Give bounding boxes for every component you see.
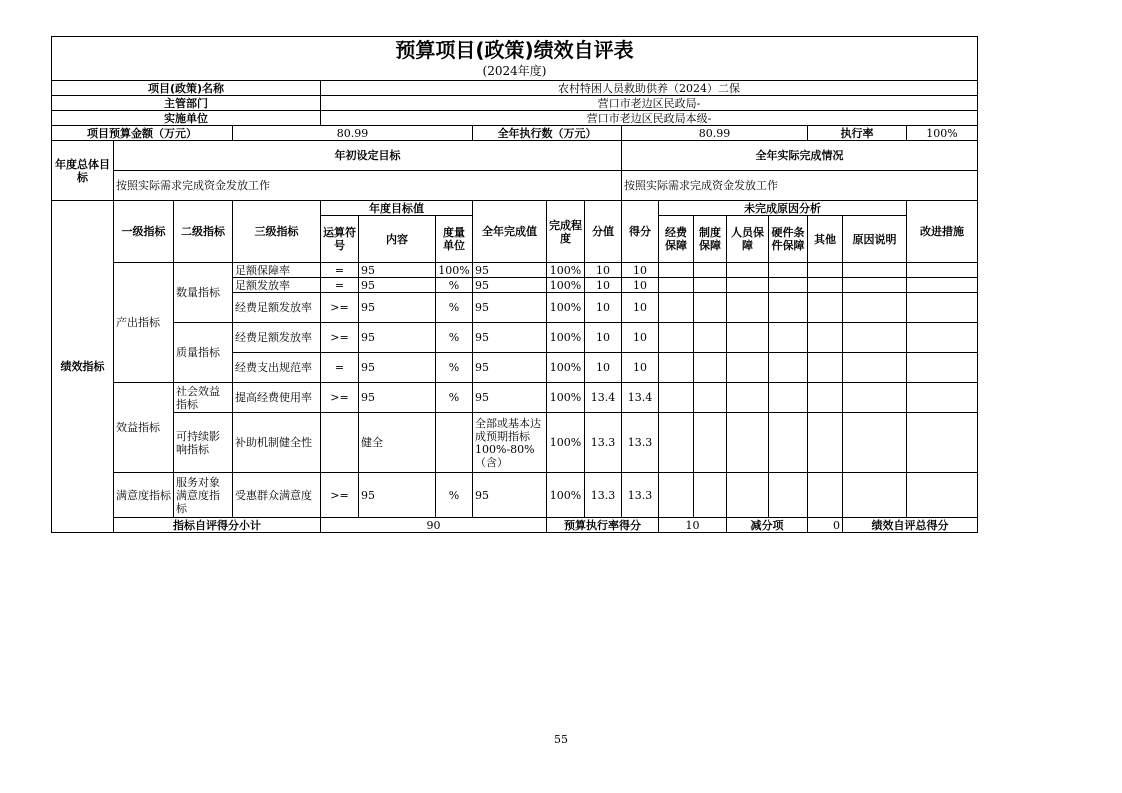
deduct-label: 减分项 [727, 518, 808, 533]
score-header: 得分 [622, 201, 659, 263]
funding-header: 经费保障 [659, 216, 694, 263]
actual-cell: 95 [473, 278, 547, 293]
self-evaluation-table [51, 36, 978, 533]
operator-cell [321, 413, 359, 473]
exec-score-value: 10 [659, 518, 727, 533]
executed-label: 全年执行数（万元） [473, 126, 622, 141]
completion-cell: 100% [547, 323, 585, 353]
indicator-name: 经费足额发放率 [233, 323, 321, 353]
operator-cell: >= [321, 473, 359, 518]
budget-value: 80.99 [233, 126, 473, 141]
indicator-name: 经费支出规范率 [233, 353, 321, 383]
score-cell: 13.3 [622, 413, 659, 473]
perf-indicator-label: 绩效指标 [52, 201, 114, 533]
unit-cell [436, 413, 473, 473]
rate-label: 执行率 [808, 126, 907, 141]
content-cell: 95 [359, 293, 436, 323]
group-quality: 质量指标 [174, 323, 233, 383]
score-cell: 10 [622, 263, 659, 278]
full-year-value-header: 全年完成值 [473, 201, 547, 263]
unit-label: 实施单位 [52, 111, 321, 126]
level3-header: 三级指标 [233, 201, 321, 263]
unit-cell: 100% [436, 263, 473, 278]
indicator-name: 经费足额发放率 [233, 293, 321, 323]
actual-goal-text: 按照实际需求完成资金发放工作 [622, 171, 978, 201]
completion-cell: 100% [547, 383, 585, 413]
indicator-name: 足额发放率 [233, 278, 321, 293]
dept-label: 主管部门 [52, 96, 321, 111]
actual-cell: 95 [473, 353, 547, 383]
subtotal-label: 指标自评得分小计 [114, 518, 321, 533]
completion-cell: 100% [547, 263, 585, 278]
content-cell: 95 [359, 263, 436, 278]
unit-cell: % [436, 353, 473, 383]
group-output: 产出指标 [114, 263, 174, 383]
completion-cell: 100% [547, 293, 585, 323]
group-satisfaction: 满意度指标 [114, 473, 174, 518]
value-cell: 10 [585, 278, 622, 293]
score-cell: 10 [622, 293, 659, 323]
value-cell: 13.4 [585, 383, 622, 413]
unit-header: 度量单位 [436, 216, 473, 263]
actual-cell: 95 [473, 323, 547, 353]
actual-cell: 95 [473, 473, 547, 518]
value-cell: 10 [585, 263, 622, 278]
completion-cell: 100% [547, 278, 585, 293]
indicator-name: 受惠群众满意度 [233, 473, 321, 518]
rate-value: 100% [907, 126, 978, 141]
system-header: 制度保障 [694, 216, 727, 263]
score-cell: 13.4 [622, 383, 659, 413]
form-year: (2024年度) [52, 64, 978, 81]
unit-value: 营口市老边区民政局本级- [321, 111, 978, 126]
actual-cell: 95 [473, 293, 547, 323]
unit-cell: % [436, 293, 473, 323]
total-score-label: 绩效自评总得分 [843, 518, 978, 533]
initial-goal-text: 按照实际需求完成资金发放工作 [114, 171, 622, 201]
score-cell: 10 [622, 353, 659, 383]
score-value-header: 分值 [585, 201, 622, 263]
content-cell: 95 [359, 353, 436, 383]
budget-label: 项目预算金额（万元） [52, 126, 233, 141]
value-cell: 10 [585, 293, 622, 323]
completion-header: 完成程度 [547, 201, 585, 263]
operator-cell: >= [321, 323, 359, 353]
operator-cell: >= [321, 293, 359, 323]
content-header: 内容 [359, 216, 436, 263]
annual-target-header: 年度目标值 [321, 201, 473, 216]
indicator-name: 足额保障率 [233, 263, 321, 278]
incomplete-analysis-header: 未完成原因分析 [659, 201, 907, 216]
project-name-label: 项目(政策)名称 [52, 81, 321, 96]
improvement-header: 改进措施 [907, 201, 978, 263]
initial-goal-header: 年初设定目标 [114, 141, 622, 171]
score-cell: 13.3 [622, 473, 659, 518]
value-cell: 13.3 [585, 413, 622, 473]
group-service-satisfaction: 服务对象满意度指标 [174, 473, 233, 518]
executed-value: 80.99 [622, 126, 808, 141]
unit-cell: % [436, 323, 473, 353]
dept-value: 营口市老边区民政局- [321, 96, 978, 111]
group-social: 社会效益指标 [174, 383, 233, 413]
project-name-value: 农村特困人员救助供养（2024）二保 [321, 81, 978, 96]
actual-cell: 全部或基本达成预期指标100%-80%（含） [473, 413, 547, 473]
reason-header: 原因说明 [843, 216, 907, 263]
subtotal-value: 90 [321, 518, 547, 533]
completion-cell: 100% [547, 413, 585, 473]
score-cell: 10 [622, 323, 659, 353]
exec-score-label: 预算执行率得分 [547, 518, 659, 533]
content-cell: 95 [359, 323, 436, 353]
actual-goal-header: 全年实际完成情况 [622, 141, 978, 171]
value-cell: 10 [585, 353, 622, 383]
group-sustainable: 可持续影响指标 [174, 413, 233, 473]
content-cell: 95 [359, 473, 436, 518]
operator-cell: = [321, 353, 359, 383]
level2-header: 二级指标 [174, 201, 233, 263]
unit-cell: % [436, 383, 473, 413]
other-header: 其他 [808, 216, 843, 263]
value-cell: 13.3 [585, 473, 622, 518]
annual-goal-label: 年度总体目标 [52, 141, 114, 201]
group-quantity: 数量指标 [174, 263, 233, 323]
operator-cell: = [321, 263, 359, 278]
content-cell: 95 [359, 383, 436, 413]
completion-cell: 100% [547, 473, 585, 518]
hardware-header: 硬件条件保障 [769, 216, 808, 263]
completion-cell: 100% [547, 353, 585, 383]
content-cell: 健全 [359, 413, 436, 473]
operator-cell: >= [321, 383, 359, 413]
operator-header: 运算符号 [321, 216, 359, 263]
actual-cell: 95 [473, 383, 547, 413]
personnel-header: 人员保障 [727, 216, 769, 263]
operator-cell: = [321, 278, 359, 293]
unit-cell: % [436, 278, 473, 293]
deduct-value: 0 [808, 518, 843, 533]
indicator-name: 补助机制健全性 [233, 413, 321, 473]
unit-cell: % [436, 473, 473, 518]
score-cell: 10 [622, 278, 659, 293]
actual-cell: 95 [473, 263, 547, 278]
indicator-name: 提高经费使用率 [233, 383, 321, 413]
level1-header: 一级指标 [114, 201, 174, 263]
value-cell: 10 [585, 323, 622, 353]
content-cell: 95 [359, 278, 436, 293]
form-title: 预算项目(政策)绩效自评表 [52, 37, 978, 64]
group-benefit: 效益指标 [114, 383, 174, 473]
page-number: 55 [554, 733, 568, 746]
